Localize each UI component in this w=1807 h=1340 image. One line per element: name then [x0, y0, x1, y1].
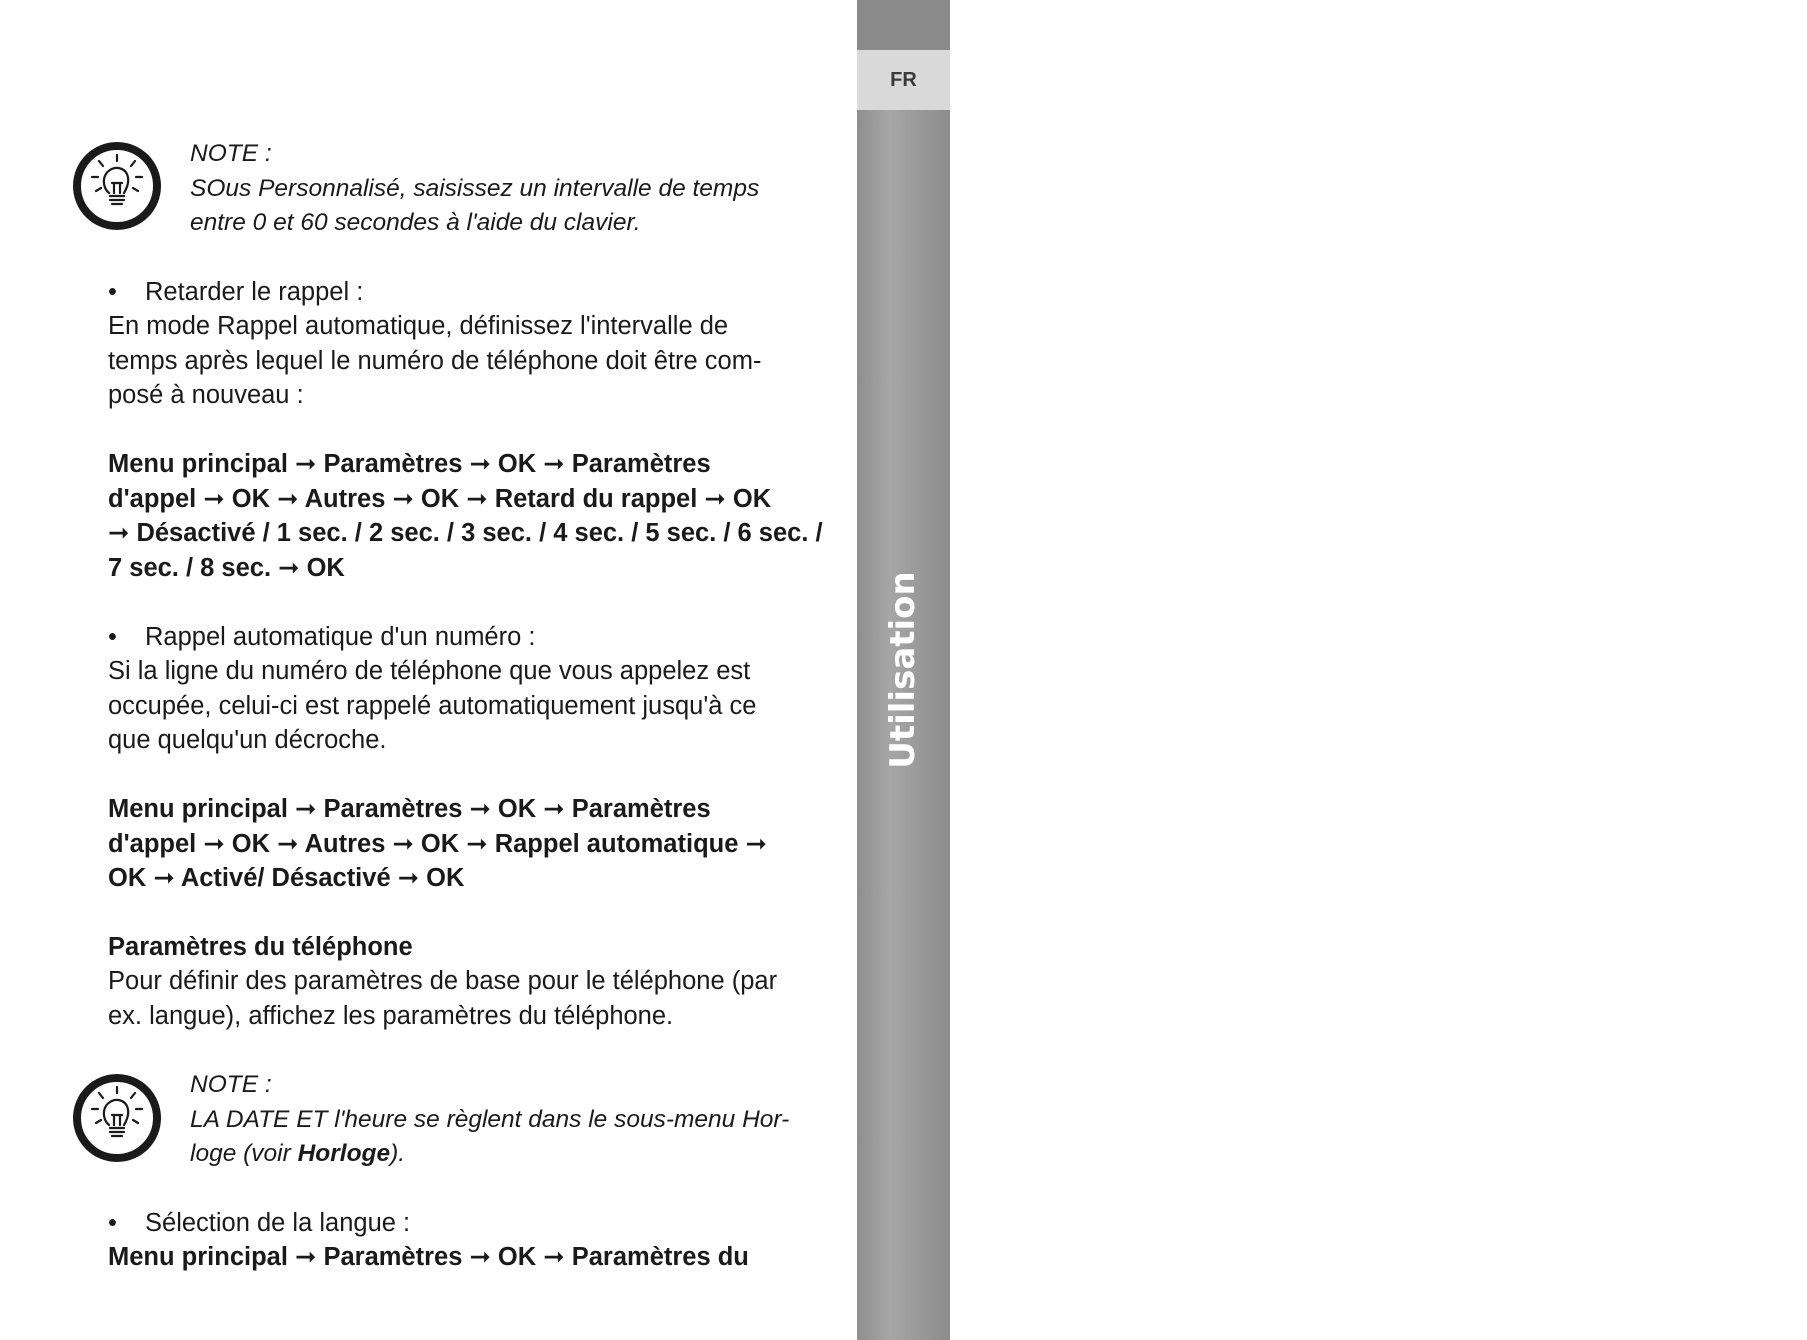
note-2-title: NOTE : [190, 1071, 272, 1098]
menu-path-line: d'appel ➞ OK ➞ Autres ➞ OK ➞ Rappel automatique ➞ [108, 829, 767, 858]
paragraph-telephone [108, 964, 838, 1033]
note-1 [190, 137, 830, 241]
menu-path-line: Menu principal ➞ Paramètres ➞ OK ➞ Paramètres [108, 450, 711, 478]
text-line: ex. langue), affichez les paramètres du téléphone. [108, 1001, 674, 1030]
menu-path-line: d'appel ➞ OK ➞ Autres ➞ OK ➞ Retard du rappel ➞ OK [108, 484, 772, 513]
note-2-text: loge (voir [190, 1140, 298, 1167]
text-line: que quelqu'un décroche. [108, 726, 387, 754]
bullet-heading: Sélection de la langue : [145, 1209, 411, 1237]
lightbulb-icon [72, 141, 162, 231]
language-tab: FR [857, 50, 950, 110]
text-line: Si la ligne du numéro de téléphone que vous appelez est [108, 657, 751, 685]
text-line: occupée, celui-ci est rappelé automatiquement jusqu'à ce [108, 691, 757, 720]
page-number: 27 [1747, 1265, 1774, 1292]
bullet-heading: Retarder le rappel : [145, 278, 364, 306]
note-2-text: ). [390, 1140, 406, 1167]
note-2-line [190, 1137, 830, 1172]
paragraph-retarder [108, 309, 838, 413]
text-line: En mode Rappel automatique, définissez l'intervalle de [108, 312, 729, 340]
menu-path-line: ➞ Désactivé / 1 sec. / 2 sec. / 3 sec. / 4 sec. / 5 sec. / 6 sec. / [108, 519, 823, 547]
lightbulb-icon [72, 1073, 162, 1163]
text-line: posé à nouveau : [108, 381, 304, 409]
menu-path-line: Menu principal ➞ Paramètres ➞ OK ➞ Paramètres [108, 795, 711, 823]
bullet-retarder [108, 275, 363, 310]
note-2-reference: Horloge [297, 1140, 391, 1167]
sidebar-top-band [857, 0, 950, 50]
menu-path-langue: Menu principal ➞ Paramètres ➞ OK ➞ Paramètres du [108, 1243, 749, 1271]
text-line: Pour définir des paramètres de base pour le téléphone (par [108, 967, 778, 995]
note-2-line: LA DATE ET l'heure se règlent dans le sous-menu Hor- [190, 1105, 790, 1133]
section-label: Utilisation [883, 571, 923, 769]
bullet-rappel [108, 620, 535, 655]
paragraph-rappel [108, 654, 838, 758]
note-1-line: entre 0 et 60 secondes à l'aide du clavier. [190, 209, 641, 236]
bullet-heading: Rappel automatique d'un numéro : [145, 623, 536, 651]
text-line: temps après lequel le numéro de téléphone doit être com- [108, 346, 762, 375]
note-1-title: NOTE : [190, 140, 272, 167]
menu-path-line: OK ➞ Activé/ Désactivé ➞ OK [108, 864, 465, 892]
section-heading-telephone: Paramètres du téléphone [108, 933, 413, 961]
bullet-dot: • [108, 623, 117, 651]
menu-path-retarder [108, 447, 838, 585]
bullet-dot: • [108, 278, 117, 306]
menu-path-line: 7 sec. / 8 sec. ➞ OK [108, 553, 345, 582]
note-2 [190, 1068, 830, 1172]
note-1-line: SOus Personnalisé, saisissez un intervalle de temps [190, 174, 760, 202]
menu-path-rappel [108, 792, 838, 896]
bullet-dot: • [108, 1209, 117, 1237]
bullet-langue [108, 1206, 410, 1241]
